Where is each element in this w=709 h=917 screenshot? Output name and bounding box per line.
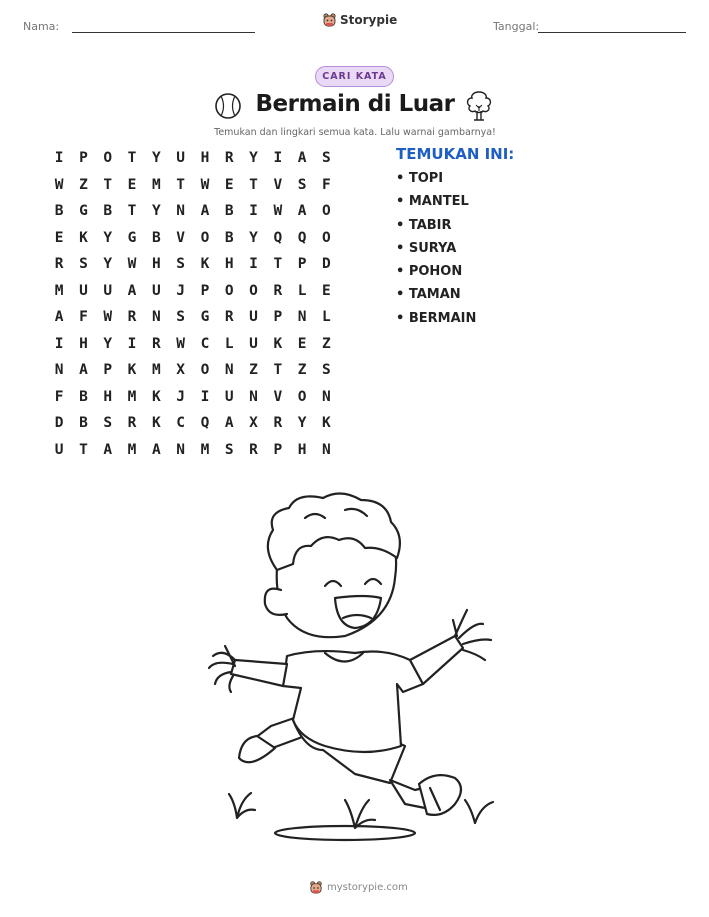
grid-letter[interactable]: T bbox=[249, 176, 258, 193]
tree-icon bbox=[463, 89, 495, 123]
grid-letter[interactable]: H bbox=[224, 256, 234, 273]
grid-letter[interactable]: B bbox=[79, 415, 88, 432]
grid-letter[interactable]: T bbox=[273, 362, 283, 379]
word-item: • BERMAIN bbox=[396, 310, 477, 326]
grid-letter[interactable]: M bbox=[127, 388, 137, 405]
grid-letter[interactable]: J bbox=[176, 282, 185, 299]
grid-letter[interactable]: M bbox=[200, 441, 210, 458]
grid-letter[interactable]: Y bbox=[249, 229, 258, 246]
grid-letter[interactable]: W bbox=[176, 335, 185, 352]
grid-letter[interactable]: J bbox=[176, 388, 185, 405]
grid-letter[interactable]: T bbox=[127, 150, 137, 167]
grid-letter[interactable]: Y bbox=[103, 256, 113, 273]
grid-row bbox=[47, 251, 339, 278]
grid-letter[interactable]: N bbox=[297, 309, 307, 326]
grid-letter[interactable]: B bbox=[224, 229, 234, 246]
instructions: Temukan dan lingkari semua kata. Lalu warnai gambarnya! bbox=[214, 127, 496, 138]
grid-letter[interactable]: F bbox=[322, 176, 331, 193]
grid-letter[interactable]: Q bbox=[200, 415, 210, 432]
grid-letter[interactable]: A bbox=[79, 362, 88, 379]
grid-letter[interactable]: A bbox=[151, 441, 161, 458]
grid-letter[interactable]: P bbox=[79, 150, 88, 167]
grid-letter[interactable]: Y bbox=[297, 415, 307, 432]
grid-letter[interactable]: R bbox=[224, 150, 234, 167]
grid-letter[interactable]: C bbox=[200, 335, 210, 352]
grid-row bbox=[47, 410, 339, 437]
grid-letter[interactable]: P bbox=[273, 441, 283, 458]
brand-logo bbox=[322, 12, 397, 28]
grid-letter[interactable]: N bbox=[322, 388, 331, 405]
grid-letter[interactable]: N bbox=[224, 362, 234, 379]
grid-letter[interactable]: X bbox=[249, 415, 258, 432]
grid-letter[interactable]: Z bbox=[249, 362, 258, 379]
grid-row bbox=[47, 331, 339, 358]
grid-letter[interactable]: Q bbox=[297, 229, 307, 246]
grid-row bbox=[47, 172, 339, 199]
grid-letter[interactable]: N bbox=[151, 309, 161, 326]
grid-letter[interactable]: Y bbox=[249, 150, 258, 167]
grid-letter[interactable]: I bbox=[273, 150, 283, 167]
grid-letter[interactable]: O bbox=[322, 229, 331, 246]
grid-letter[interactable]: P bbox=[297, 256, 307, 273]
grid-letter[interactable]: V bbox=[273, 388, 283, 405]
grid-letter[interactable]: P bbox=[200, 282, 210, 299]
grid-letter[interactable]: R bbox=[54, 256, 64, 273]
grid-letter[interactable]: Y bbox=[103, 229, 113, 246]
grid-letter[interactable]: Z bbox=[297, 362, 307, 379]
grid-letter[interactable]: N bbox=[249, 388, 258, 405]
grid-letter[interactable]: S bbox=[79, 256, 88, 273]
grid-letter[interactable]: K bbox=[322, 415, 331, 432]
grid-letter[interactable]: S bbox=[224, 441, 234, 458]
grid-letter[interactable]: R bbox=[224, 309, 234, 326]
grid-letter[interactable]: A bbox=[224, 415, 234, 432]
grid-letter[interactable]: K bbox=[273, 335, 283, 352]
grid-letter[interactable]: N bbox=[176, 441, 185, 458]
grid-letter[interactable]: B bbox=[224, 203, 234, 220]
grid-letter[interactable]: R bbox=[273, 282, 283, 299]
grid-letter[interactable]: S bbox=[176, 256, 185, 273]
grid-letter[interactable]: F bbox=[79, 309, 88, 326]
grid-letter[interactable]: I bbox=[249, 203, 258, 220]
grid-letter[interactable]: E bbox=[54, 229, 64, 246]
grid-letter[interactable]: U bbox=[249, 309, 258, 326]
grid-letter[interactable]: G bbox=[127, 229, 137, 246]
grid-letter[interactable]: L bbox=[224, 335, 234, 352]
grid-row bbox=[47, 198, 339, 225]
grid-letter[interactable]: M bbox=[151, 176, 161, 193]
grid-letter[interactable]: W bbox=[103, 309, 113, 326]
grid-letter[interactable]: H bbox=[151, 256, 161, 273]
grid-letter[interactable]: A bbox=[103, 441, 113, 458]
grid-letter[interactable]: M bbox=[54, 282, 64, 299]
running-boy-illustration bbox=[205, 488, 505, 848]
grid-letter[interactable]: O bbox=[200, 229, 210, 246]
grid-letter[interactable]: A bbox=[297, 150, 307, 167]
grid-letter[interactable]: K bbox=[127, 362, 137, 379]
grid-row bbox=[47, 304, 339, 331]
grid-letter[interactable]: U bbox=[54, 441, 64, 458]
word-item: • SURYA bbox=[396, 240, 457, 256]
grid-letter[interactable]: T bbox=[176, 176, 185, 193]
grid-letter[interactable]: Y bbox=[151, 203, 161, 220]
grid-letter[interactable]: R bbox=[151, 335, 161, 352]
grid-letter[interactable]: O bbox=[103, 150, 113, 167]
grid-letter[interactable]: I bbox=[54, 335, 64, 352]
grid-letter[interactable]: I bbox=[127, 335, 137, 352]
grid-letter[interactable]: B bbox=[151, 229, 161, 246]
page-title: Bermain di Luar bbox=[255, 91, 455, 117]
grid-letter[interactable]: E bbox=[322, 282, 331, 299]
grid-letter[interactable]: M bbox=[151, 362, 161, 379]
grid-letter[interactable]: K bbox=[200, 256, 210, 273]
grid-letter[interactable]: L bbox=[322, 309, 331, 326]
grid-letter[interactable]: T bbox=[127, 203, 137, 220]
grid-letter[interactable]: V bbox=[176, 229, 185, 246]
grid-letter[interactable]: R bbox=[273, 415, 283, 432]
name-label: Nama: bbox=[23, 20, 60, 33]
grid-letter[interactable]: R bbox=[127, 309, 137, 326]
grid-letter[interactable]: W bbox=[200, 176, 210, 193]
grid-letter[interactable]: M bbox=[127, 441, 137, 458]
grid-letter[interactable]: S bbox=[297, 176, 307, 193]
grid-letter[interactable]: U bbox=[79, 282, 88, 299]
grid-letter[interactable]: I bbox=[200, 388, 210, 405]
grid-letter[interactable]: W bbox=[54, 176, 64, 193]
grid-letter[interactable]: K bbox=[151, 388, 161, 405]
grid-letter[interactable]: N bbox=[54, 362, 64, 379]
grid-letter[interactable]: B bbox=[79, 388, 88, 405]
grid-row bbox=[47, 278, 339, 305]
word-item: • TABIR bbox=[396, 217, 452, 233]
grid-letter[interactable]: B bbox=[54, 203, 64, 220]
grid-letter[interactable]: Z bbox=[79, 176, 88, 193]
grid-letter[interactable]: E bbox=[224, 176, 234, 193]
grid-letter[interactable]: C bbox=[176, 415, 185, 432]
grid-letter[interactable]: K bbox=[79, 229, 88, 246]
grid-letter[interactable]: R bbox=[127, 415, 137, 432]
grid-letter[interactable]: A bbox=[297, 203, 307, 220]
storypie-mascot-icon bbox=[322, 12, 337, 28]
grid-letter[interactable]: E bbox=[297, 335, 307, 352]
word-search-grid bbox=[47, 145, 339, 463]
grid-letter[interactable]: P bbox=[103, 362, 113, 379]
grid-letter[interactable]: I bbox=[54, 150, 64, 167]
grid-letter[interactable]: G bbox=[200, 309, 210, 326]
grid-letter[interactable]: V bbox=[273, 176, 283, 193]
grid-letter[interactable]: P bbox=[273, 309, 283, 326]
grid-letter[interactable]: I bbox=[249, 256, 258, 273]
grid-letter[interactable]: W bbox=[127, 256, 137, 273]
grid-letter[interactable]: R bbox=[249, 441, 258, 458]
grid-letter[interactable]: N bbox=[176, 203, 185, 220]
grid-letter[interactable]: A bbox=[54, 309, 64, 326]
grid-letter[interactable]: S bbox=[322, 362, 331, 379]
grid-letter[interactable]: H bbox=[103, 388, 113, 405]
grid-letter[interactable]: T bbox=[103, 176, 113, 193]
storypie-mascot-icon bbox=[309, 880, 323, 895]
grid-letter[interactable]: K bbox=[151, 415, 161, 432]
grid-letter[interactable]: S bbox=[322, 150, 331, 167]
grid-letter[interactable]: T bbox=[79, 441, 88, 458]
grid-letter[interactable]: Z bbox=[322, 335, 331, 352]
grid-letter[interactable]: U bbox=[176, 150, 185, 167]
grid-row bbox=[47, 145, 339, 172]
word-item: • POHON bbox=[396, 264, 463, 280]
name-line bbox=[72, 32, 255, 33]
grid-letter[interactable]: Q bbox=[273, 229, 283, 246]
word-item: • TOPI bbox=[396, 171, 444, 186]
grid-letter[interactable]: H bbox=[200, 150, 210, 167]
baseball-icon bbox=[214, 92, 242, 120]
grid-letter[interactable]: F bbox=[54, 388, 64, 405]
grid-letter[interactable]: S bbox=[176, 309, 185, 326]
grid-letter[interactable]: U bbox=[249, 335, 258, 352]
brand-name: Storypie bbox=[340, 13, 398, 27]
grid-letter[interactable]: E bbox=[127, 176, 137, 193]
category-badge: CARI KATA bbox=[315, 66, 394, 87]
grid-letter[interactable]: Y bbox=[151, 150, 161, 167]
grid-letter[interactable]: X bbox=[176, 362, 185, 379]
grid-letter[interactable]: G bbox=[79, 203, 88, 220]
grid-row bbox=[47, 225, 339, 252]
grid-letter[interactable]: O bbox=[224, 282, 234, 299]
date-line bbox=[538, 32, 686, 33]
footer bbox=[309, 880, 408, 895]
grid-letter[interactable]: H bbox=[79, 335, 88, 352]
date-label: Tanggal: bbox=[493, 20, 540, 33]
grid-row bbox=[47, 384, 339, 411]
grid-letter[interactable]: W bbox=[273, 203, 283, 220]
grid-letter[interactable]: L bbox=[297, 282, 307, 299]
grid-letter[interactable]: O bbox=[249, 282, 258, 299]
grid-letter[interactable]: O bbox=[322, 203, 331, 220]
grid-row bbox=[47, 357, 339, 384]
word-item: • TAMAN bbox=[396, 287, 461, 303]
grid-letter[interactable]: U bbox=[224, 388, 234, 405]
grid-letter[interactable]: N bbox=[322, 441, 331, 458]
grid-letter[interactable]: H bbox=[297, 441, 307, 458]
grid-letter[interactable]: O bbox=[200, 362, 210, 379]
grid-row bbox=[47, 437, 339, 464]
grid-letter[interactable]: B bbox=[103, 203, 113, 220]
grid-letter[interactable]: T bbox=[273, 256, 283, 273]
word-list bbox=[396, 171, 476, 334]
grid-letter[interactable]: U bbox=[151, 282, 161, 299]
footer-url: mystorypie.com bbox=[327, 882, 408, 893]
grid-letter[interactable]: O bbox=[297, 388, 307, 405]
grid-letter[interactable]: A bbox=[200, 203, 210, 220]
word-list-title: TEMUKAN INI: bbox=[396, 145, 515, 163]
grid-letter[interactable]: S bbox=[103, 415, 113, 432]
word-item: • MANTEL bbox=[396, 194, 469, 210]
grid-letter[interactable]: U bbox=[103, 282, 113, 299]
grid-letter[interactable]: A bbox=[127, 282, 137, 299]
grid-letter[interactable]: D bbox=[54, 415, 64, 432]
grid-letter[interactable]: Y bbox=[103, 335, 113, 352]
grid-letter[interactable]: D bbox=[322, 256, 331, 273]
